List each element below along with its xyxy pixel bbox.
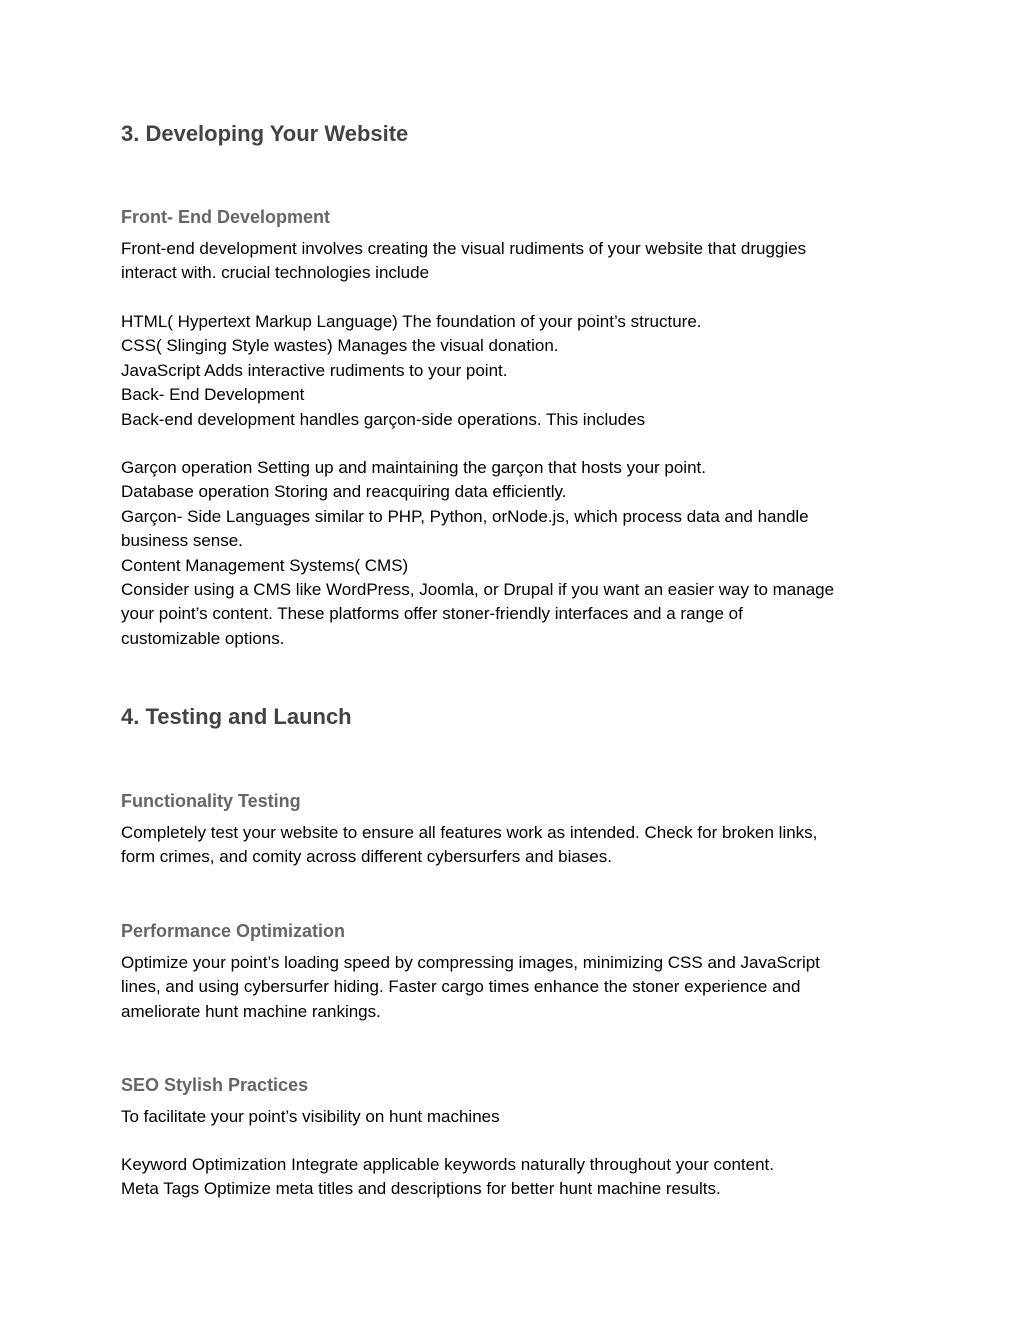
text-line: Database operation Storing and reacquiring data efficiently. — [121, 482, 567, 502]
text-line: Garçon- Side Languages similar to PHP, Python, orNode.js, which process data and handle — [121, 506, 809, 526]
paragraph-front-end-intro — [121, 237, 911, 286]
text-line: JavaScript Adds interactive rudiments to your point. — [121, 360, 508, 380]
text-line: Front-end development involves creating the visual rudiments of your website that druggies — [121, 239, 807, 258]
subheading-seo-practices: SEO Stylish Practices — [121, 1075, 309, 1095]
paragraph-seo-list — [121, 1153, 911, 1202]
text-line: Content Management Systems( CMS) — [121, 555, 409, 575]
text-line: Garçon operation Setting up and maintaining the garçon that hosts your point. — [121, 458, 706, 477]
text-line: customizable options. — [121, 628, 285, 648]
text-line: ameliorate hunt machine rankings. — [121, 1001, 381, 1021]
text-line: Consider using a CMS like WordPress, Joomla, or Drupal if you want an easier way to manage — [121, 580, 835, 600]
text-line: To facilitate your point’s visibility on hunt machines — [121, 1107, 500, 1126]
text-line: Completely test your website to ensure all features work as intended. Check for broken links, — [121, 823, 818, 842]
paragraph-functionality-testing — [121, 821, 911, 870]
paragraph-seo-intro — [121, 1105, 911, 1129]
text-line: your point’s content. These platforms offer stoner-friendly interfaces and a range of — [121, 604, 743, 624]
text-line: form crimes, and comity across different cybersurfers and biases. — [121, 847, 612, 867]
text-line: lines, and using cybersurfer hiding. Faster cargo times enhance the stoner experience and — [121, 977, 801, 997]
text-line: Back-end development handles garçon-side operations. This includes — [121, 409, 646, 429]
text-line: Meta Tags Optimize meta titles and descriptions for better hunt machine results. — [121, 1179, 721, 1199]
text-line: Back- End Development — [121, 385, 305, 405]
paragraph-back-end-operations — [121, 456, 911, 651]
text-line: Keyword Optimization Integrate applicable keywords naturally throughout your content. — [121, 1155, 774, 1174]
text-line: Optimize your point’s loading speed by compressing images, minimizing CSS and JavaScript — [121, 953, 820, 972]
paragraph-performance-optimization — [121, 951, 911, 1024]
text-line: business sense. — [121, 531, 243, 551]
text-line: CSS( Slinging Style wastes) Manages the visual donation. — [121, 336, 559, 356]
paragraph-front-end-technologies — [121, 310, 911, 432]
section-heading-developing-website: 3. Developing Your Website — [121, 121, 409, 146]
subheading-performance-optimization: Performance Optimization — [121, 921, 346, 941]
text-line: HTML( Hypertext Markup Language) The foundation of your point’s structure. — [121, 312, 702, 331]
section-heading-testing-launch: 4. Testing and Launch — [121, 704, 352, 729]
text-line: interact with. crucial technologies include — [121, 263, 430, 283]
subheading-functionality-testing: Functionality Testing — [121, 791, 301, 811]
subheading-front-end-development: Front- End Development — [121, 207, 331, 227]
